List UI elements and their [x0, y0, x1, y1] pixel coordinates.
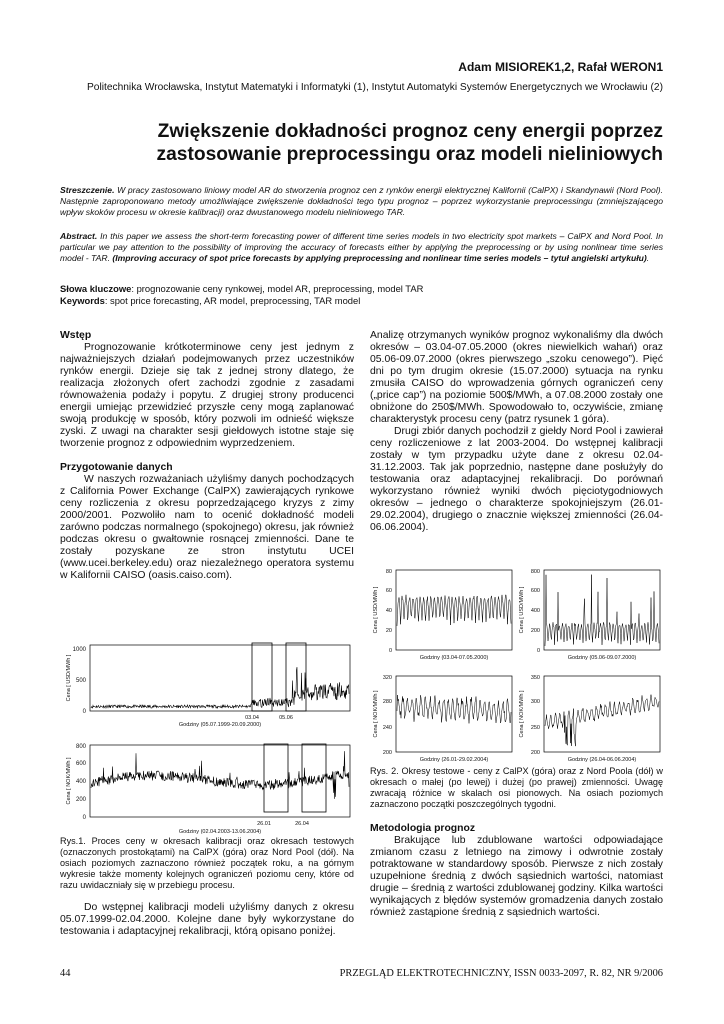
- figure-1: [60, 640, 354, 836]
- fig2c-ytick-280: 280: [382, 699, 392, 705]
- fig2a-ytick-80: 80: [385, 569, 392, 575]
- streszczenie-text: W pracy zastosowano liniowy model AR do stworzenia prognoz cen z rynków energii elektrycznej Kalifornii (CalPX) i Skandynawii (Nord Pool). Następnie zaproponowano metody umożliwiające zwiększenie dokładności tego typu prognoz – poprzez wykorzystanie preprocessingu (zmniejszającego wpływ skoków procesu w okresie kalibracji) oraz dwustanowego modelu nieliniowego TAR.: [60, 185, 663, 217]
- fig2c-ytick-240: 240: [382, 725, 392, 731]
- fig2d-ytick-250: 250: [530, 725, 540, 731]
- fig1-bottom-xlabel: Godziny (02.04.2003-13.06.2004): [178, 829, 262, 835]
- figure-1-caption: Rys.1. Proces ceny w okresach kalibracji oraz okresach testowych (oznaczonych prostokątami) na CalPX (góra) oraz Nord Pool (dół). Na osiach poziomych zaznaczono również początek roku, a na górnym wykresie także momenty kolejnych ograniczeń poziomu ceny, które od razu uwidaczniały się w przebiegu procesu.: [60, 836, 354, 890]
- title-line-1: Zwiększenie dokładności prognoz ceny energii poprzez: [157, 121, 663, 142]
- fig2a-ytick-60: 60: [385, 588, 392, 594]
- fig1-bottom-ytick-400: 400: [75, 779, 86, 785]
- paragraph-metodologia: Brakujące lub zdublowane wartości odpowiadające zmianom czasu z letniego na zimowy i odwrotnie zostały potraktowane w standardowy sposób. Pierwsze z nich zostały uzupełnione średnią z dwóch sąsiednich wartości, natomiast drugie – średnią z wartości zdublowanej godziny. Kilka wartości wynikających z błędów systemów gromadzenia danych zostało również zastąpione średnią z sąsiednich wartości.: [370, 835, 663, 918]
- abstract-text: In this paper we assess the short-term forecasting power of different time series models in two electricity spot markets – CalPX and Nord Pool. In particular we pay attention to the possibility of improving the accuracy of forecasts either by applying the preprocessing or by using nonlinear time series model - TAR.: [60, 231, 664, 263]
- fig1-bottom-ylabel: Cena [ NOK/MWh ]: [66, 757, 72, 805]
- fig2a-ytick-40: 40: [385, 608, 392, 614]
- fig2-panel-a: [373, 569, 512, 661]
- fig1-top-xtick-2: 05.06: [279, 715, 293, 721]
- fig1-top-ylabel: Cena [ USD/MWh ]: [66, 654, 72, 702]
- left-column-top: [60, 330, 354, 582]
- fig1-bottom-xtick-2: 26.04: [295, 821, 309, 827]
- fig1-top-ytick-0: 0: [82, 709, 86, 715]
- fig2b-ylabel: Cena [ USD/MWh ]: [519, 586, 525, 634]
- section-heading-metodologia: Metodologia prognoz: [370, 823, 476, 834]
- paragraph-kalibracja: Do wstępnej kalibracji modeli użyliśmy danych z okresu 05.07.1999-02.04.2000. Kolejne dane były wykorzystane do testowania i adaptacyjnej rekalibracji, którą opisano poniżej.: [60, 902, 354, 937]
- paragraph-nordpool: Drugi zbiór danych pochodził z giełdy Nord Pool i zawierał ceny rozliczeniowe z lat 2003-2004. Do wstępnej kalibracji zostały w tym przypadku użyte dane z okresu 02.04-31.12.2003. Tak jak poprzednio, następne dane posłużyły do testowania oraz adaptacyjnej rekalibracji. Do porównań wykorzystano również wyniki dwóch pięciotygodniowych okresów – jednego o charakterze spokojniejszym (26.01-29.02.2004), drugiego o znacznie większej zmienności (26.04-06.06.2004).: [370, 426, 663, 533]
- fig1-top-series: [91, 667, 349, 708]
- journal-reference: PRZEGLĄD ELEKTROTECHNICZNY, ISSN 0033-2097, R. 82, NR 9/2006: [339, 968, 663, 979]
- fig1-bottom-ytick-200: 200: [75, 797, 86, 803]
- fig1-top-xtick-1: 03.04: [245, 715, 259, 721]
- keywords-pl: [60, 283, 663, 295]
- fig2b-ytick-800: 800: [530, 569, 540, 575]
- fig2b-xlabel: Godziny (05.06-09.07.2000): [567, 655, 637, 661]
- fig2b-ytick-600: 600: [530, 588, 540, 594]
- fig2a-axes: [396, 570, 512, 650]
- keywords-pl-text: : prognozowanie ceny rynkowej, model AR, preprocessing, model TAR: [131, 283, 424, 294]
- fig2d-ylabel: Cena [ NOK/MWh ]: [519, 690, 525, 738]
- left-column-bottom: [60, 902, 354, 938]
- fig2c-xlabel: Godziny (26.01-29.02.2004): [419, 757, 489, 763]
- paragraph-przygotowanie: W naszych rozważaniach użyliśmy danych pochodzących z California Power Exchange (CalPX) zawierających rynkowe ceny rozliczenia z okresu poprzedzającego kryzys z zimy 2000/2001. Pozwoliło nam to ocenić dokładność modeli zarówno podczas normalnego (spokojnego) okresu, jak również podczas okresu o gwałtownie rosnącej zmienności. Dane te zostały pozyskane ze stron instytutu UCEI (www.ucei.berkeley.edu) oraz niezależnego operatora systemu w Kalifornii CAISO (oasis.caiso.com).: [60, 474, 354, 581]
- fig1-bottom-series: [91, 751, 349, 799]
- authors: [458, 60, 663, 74]
- fig1-top-axes: [90, 645, 350, 711]
- fig2d-ytick-200: 200: [530, 750, 540, 756]
- fig2d-series: [545, 695, 659, 747]
- fig2b-ytick-400: 400: [530, 608, 540, 614]
- section-heading-wstep: Wstęp: [60, 330, 92, 341]
- right-column-bottom: [370, 823, 663, 919]
- abstract-label: Abstract.: [60, 231, 98, 241]
- fig2a-xlabel: Godziny (03.04-07.05.2000): [419, 655, 489, 661]
- fig1-top-xlabel: Godziny (05.07.1999-20.09.2000): [178, 722, 262, 728]
- fig2-panel-c: [373, 675, 512, 763]
- paragraph-wstep: Prognozowanie krótkoterminowe ceny jest jednym z najważniejszych działań podejmowanych przez uczestników rynków energii. Dzieje się tak z jednej strony dlatego, że realizacja złożonych ofert zachodzi zgodnie z zasadami równoważenia podaży i popytu. Z drugiej strony producenci energii umiejąc przewidzieć przyszłe ceny mogą zaplanować swoją produkcję w sposób, który pozwoli im odnieść większe zyski. Z uwagi na charakter sesji giełdowych istotne staje się tworzenie prognoz z odpowiednim wyprzedzeniem.: [60, 342, 354, 449]
- figure-2-caption: Rys. 2. Okresy testowe - ceny z CalPX (góra) oraz z Nord Poola (dół) w okresach o małej (po lewej) i dużej (po prawej) zmienności. Uwagę zwracają różnice w skalach osi pionowych. Na osiach poziomych zaznaczono początki poszczególnych tygodni.: [370, 766, 663, 809]
- fig2-panel-d: [519, 675, 660, 763]
- fig1-top-panel: [66, 643, 350, 728]
- keywords: [60, 283, 663, 307]
- fig2a-ytick-0: 0: [388, 648, 392, 654]
- fig2c-ytick-200: 200: [382, 750, 392, 756]
- fig2d-ytick-350: 350: [530, 675, 540, 681]
- page-number: 44: [60, 968, 71, 979]
- paper-title: [60, 120, 663, 166]
- fig1-bottom-panel: [66, 744, 350, 835]
- fig1-bottom-ytick-800: 800: [75, 744, 86, 750]
- fig1-top-ytick-1000: 1000: [72, 647, 86, 653]
- fig2b-ytick-0: 0: [536, 648, 540, 654]
- abstract-end: .: [646, 253, 650, 263]
- fig2a-ytick-20: 20: [385, 628, 392, 634]
- fig2c-series: [397, 695, 511, 723]
- fig1-bottom-xtick-1: 26.01: [257, 821, 271, 827]
- title-line-2: zastosowanie preprocessingu oraz modeli nieliniowych: [156, 144, 663, 165]
- paragraph-analiza: Analizę otrzymanych wyników prognoz wykonaliśmy dla dwóch okresów – 03.04-07.05.2000 (okres niewielkich wahań) oraz 05.06-09.07.2000 (okres pierwszego „szoku cenowego”). Pięć dni po tym drugim okresie (15.07.2000) sytuacja na rynku zmusiła CAISO do wprowadzenia górnych ograniczeń ceny („price cap”) na poziomie 500$/MWh, a 07.08.2000 zostały one obniżone do 250$/MWh. Spowodowało to, oczywiście, zmianę charakterystyk procesu ceny (patrz rysunek 1 góra).: [370, 330, 663, 425]
- fig1-bottom-ytick-0: 0: [82, 815, 86, 821]
- right-column-top: [370, 330, 663, 534]
- fig2d-ytick-300: 300: [530, 699, 540, 705]
- abstract-english-title: (Improving accuracy of spot price forecasts by applying preprocessing and nonlinear time series models – tytuł angielski artykułu): [112, 253, 647, 263]
- keywords-en-label: Keywords: [60, 295, 105, 306]
- keywords-pl-label: Słowa kluczowe: [60, 283, 132, 294]
- fig2-panel-b: [519, 569, 660, 661]
- fig1-bottom-ytick-600: 600: [75, 761, 86, 767]
- fig2a-ylabel: Cena [ USD/MWh ]: [373, 586, 379, 634]
- author-names: Adam MISIOREK1,2, Rafał WERON1: [458, 60, 663, 74]
- keywords-en-text: : spot price forecasting, AR model, preprocessing, TAR model: [104, 295, 361, 306]
- fig2d-xlabel: Godziny (26.04-06.06.2004): [567, 757, 637, 763]
- fig1-top-ytick-500: 500: [75, 678, 86, 684]
- streszczenie: [60, 185, 663, 218]
- keywords-en: [60, 295, 663, 307]
- streszczenie-label: Streszczenie.: [60, 185, 115, 195]
- affiliation: Politechnika Wrocławska, Instytut Matematyki i Informatyki (1), Instytut Automatyki Systemów Energetycznych we Wrocławiu (2): [87, 82, 663, 93]
- abstract: [60, 231, 663, 264]
- fig2b-series: [545, 575, 659, 646]
- figure-2: [370, 566, 663, 764]
- fig1-bottom-test-box-1: [264, 744, 288, 812]
- fig2a-series: [397, 595, 511, 626]
- fig2c-ytick-320: 320: [382, 675, 392, 681]
- fig2b-ytick-200: 200: [530, 628, 540, 634]
- section-heading-przygotowanie: Przygotowanie danych: [60, 462, 173, 473]
- fig2c-ylabel: Cena [ NOK/MWh ]: [373, 690, 379, 738]
